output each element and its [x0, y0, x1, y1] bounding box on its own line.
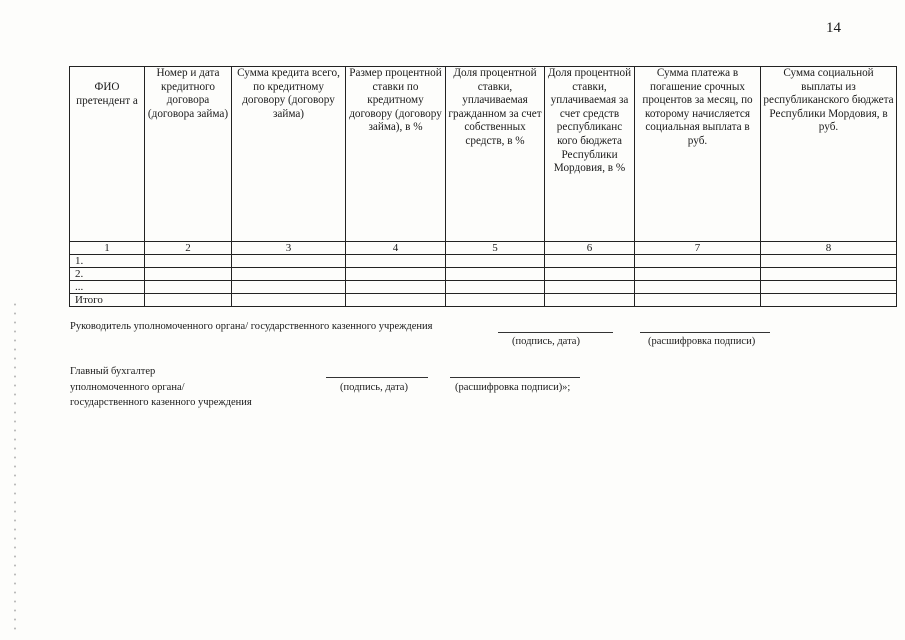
- table-cell: [145, 268, 232, 281]
- table-cell: [545, 281, 635, 294]
- column-number: 3: [232, 242, 346, 255]
- accountant-decode-caption: (расшифровка подписи)»;: [455, 382, 571, 393]
- header-cell-contract: Номер и дата кредитного договора (договора займа): [145, 67, 232, 242]
- head-signature-caption: (подпись, дата): [512, 336, 580, 347]
- accountant-label-line1: Главный бухгалтер: [70, 366, 156, 377]
- column-number: 8: [761, 242, 897, 255]
- page-number: 14: [826, 20, 841, 36]
- row-label: 1.: [70, 255, 145, 268]
- table-cell: [446, 281, 545, 294]
- table-cell: [635, 281, 761, 294]
- report-table: [69, 66, 897, 307]
- table-cell: [545, 268, 635, 281]
- column-number: 5: [446, 242, 545, 255]
- column-number: 4: [346, 242, 446, 255]
- head-signature-line: [498, 332, 613, 333]
- row-label-total: Итого: [70, 294, 145, 307]
- accountant-signature-caption: (подпись, дата): [340, 382, 408, 393]
- header-cell-fio: ФИО претендент а: [70, 67, 145, 242]
- table-cell: [232, 268, 346, 281]
- row-label: 2.: [70, 268, 145, 281]
- column-number: 1: [70, 242, 145, 255]
- table-cell: [446, 255, 545, 268]
- column-number-row: [70, 242, 897, 255]
- table-cell: [145, 294, 232, 307]
- table-cell: [446, 268, 545, 281]
- row-label: ...: [70, 281, 145, 294]
- head-decode-caption: (расшифровка подписи): [648, 336, 756, 347]
- table-cell: [145, 255, 232, 268]
- table-cell: [346, 255, 446, 268]
- column-number: 7: [635, 242, 761, 255]
- column-number: 2: [145, 242, 232, 255]
- table-cell: [761, 255, 897, 268]
- table-cell: [232, 281, 346, 294]
- header-cell-citizen-share: Доля процентной ставки, уплачиваемая гражданном за счет собственных средств, в %: [446, 67, 545, 242]
- table-cell: [635, 268, 761, 281]
- accountant-decode-line: [450, 377, 580, 378]
- header-cell-rate: Размер процентной ставки по кредитному договору (договору займа), в %: [346, 67, 446, 242]
- table-cell: [635, 255, 761, 268]
- table-cell: [761, 294, 897, 307]
- column-number: 6: [545, 242, 635, 255]
- table-row: [70, 281, 897, 294]
- table-cell: [545, 255, 635, 268]
- accountant-signature-line: [326, 377, 428, 378]
- table-cell: [346, 281, 446, 294]
- table-cell: [232, 294, 346, 307]
- header-row: [70, 67, 897, 242]
- table-cell: [232, 255, 346, 268]
- header-cell-payment-sum: Сумма платежа в погашение срочных процентов за месяц, по которому начисляется социальная выплата в руб.: [635, 67, 761, 242]
- scan-margin-dots: [14, 300, 16, 630]
- header-cell-social-payment: Сумма социальной выплаты из республиканского бюджета Республики Мордовия, в руб.: [761, 67, 897, 242]
- table-cell: [346, 268, 446, 281]
- table-row-total: [70, 294, 897, 307]
- head-signature-label: Руководитель уполномоченного органа/ государственного казенного учреждения: [70, 321, 433, 332]
- accountant-label-line2: уполномоченного органа/: [70, 382, 185, 393]
- head-decode-line: [640, 332, 770, 333]
- header-cell-budget-share: Доля процентной ставки, уплачиваемая за счет средств республиканс кого бюджета Республики Мордовия, в %: [545, 67, 635, 242]
- table-cell: [635, 294, 761, 307]
- table-cell: [346, 294, 446, 307]
- table-cell: [761, 268, 897, 281]
- table-cell: [145, 281, 232, 294]
- header-cell-loan-sum: Сумма кредита всего, по кредитному договору (договору займа): [232, 67, 346, 242]
- table-cell: [545, 294, 635, 307]
- table-row: [70, 255, 897, 268]
- table-row: [70, 268, 897, 281]
- accountant-label-line3: государственного казенного учреждения: [70, 397, 252, 408]
- table-cell: [446, 294, 545, 307]
- table-cell: [761, 281, 897, 294]
